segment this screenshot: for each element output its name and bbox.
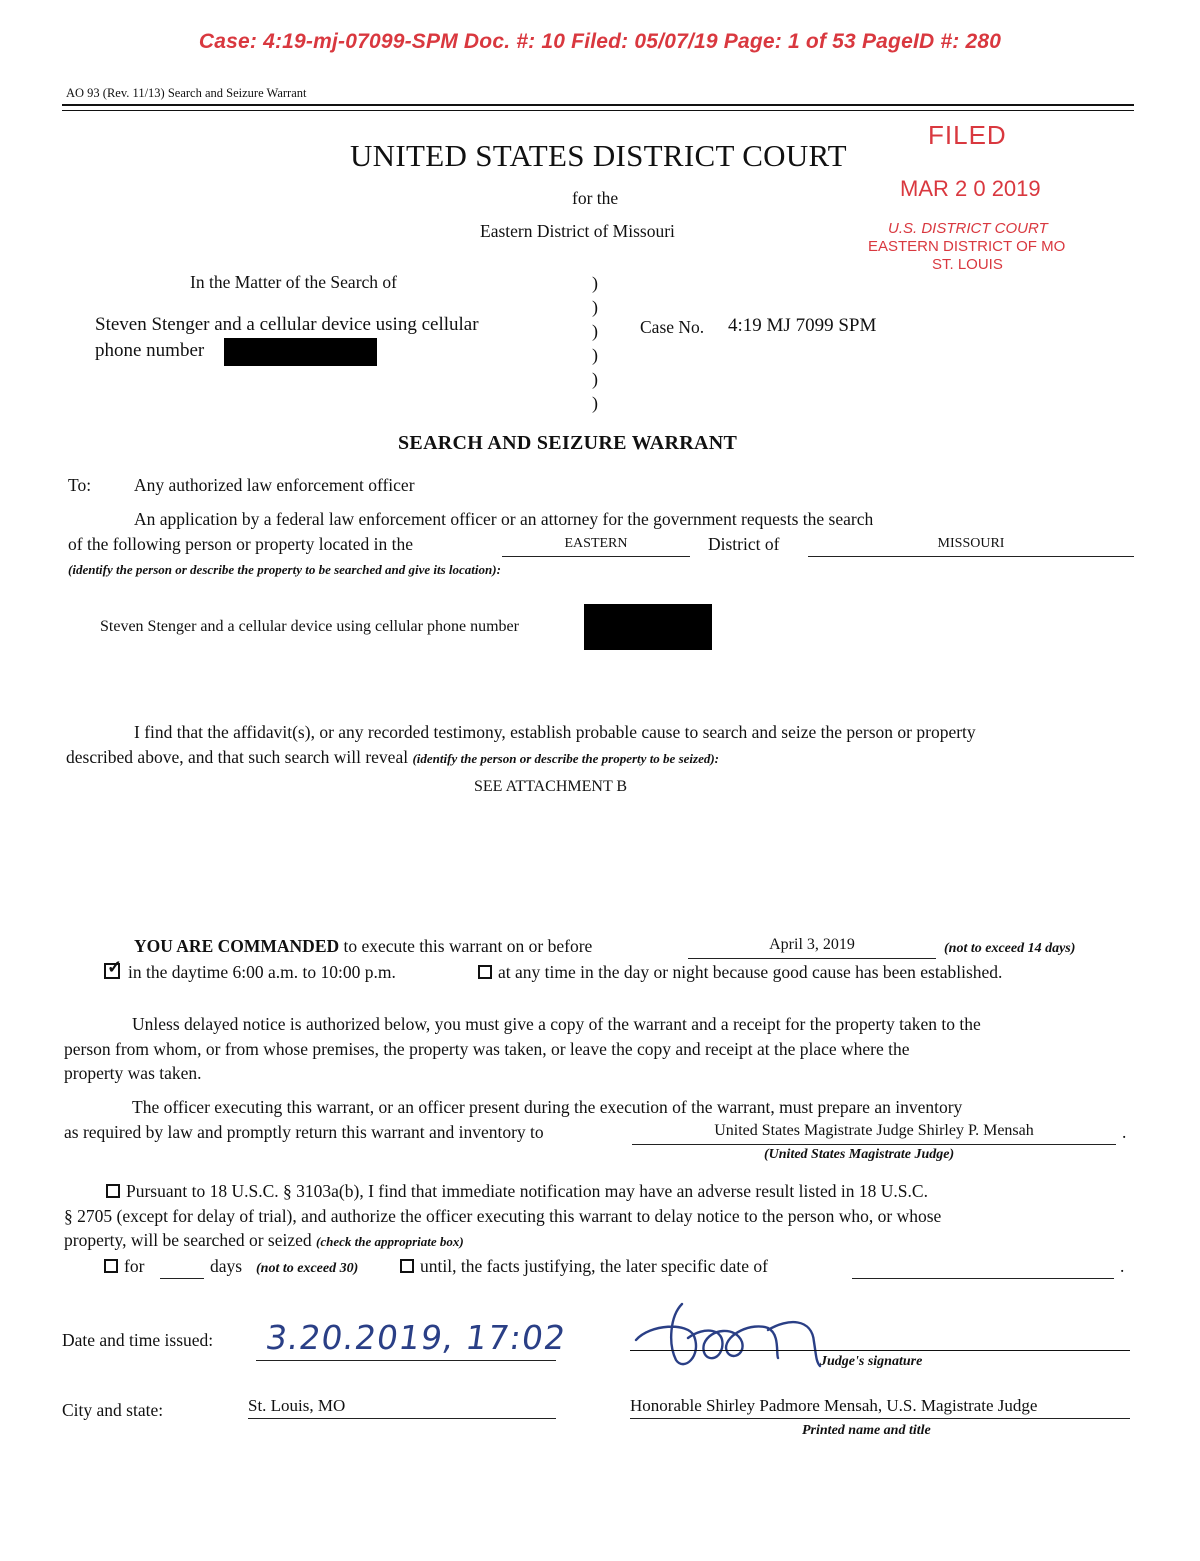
- notice-line-3: property was taken.: [64, 1063, 202, 1083]
- matter-line-2: phone number: [95, 340, 205, 361]
- matter-label: In the Matter of the Search of: [190, 272, 398, 292]
- inventory-line-1: The officer executing this warrant, or an officer present during the execution of the warrant, must prepare an inventory: [132, 1097, 963, 1117]
- issued-label: Date and time issued:: [62, 1330, 214, 1350]
- redaction-phone-1: [224, 338, 377, 366]
- command-text: to execute this warrant on or before: [343, 936, 593, 956]
- attachment-ref: SEE ATTACHMENT B: [474, 778, 628, 795]
- filed-stamp-district: EASTERN DISTRICT OF MO: [868, 238, 1066, 255]
- signature-line: [630, 1350, 1130, 1351]
- finding-line-2: [66, 747, 719, 768]
- filed-stamp-court: U.S. DISTRICT COURT: [888, 220, 1048, 237]
- top-rule-thin: [62, 110, 1134, 111]
- state-value: MISSOURI: [808, 536, 1134, 557]
- daytime-option: [104, 957, 396, 983]
- district-of-label: District of: [708, 534, 780, 554]
- pursuant-checkbox[interactable]: [106, 1184, 120, 1198]
- court-for-the: for the: [572, 188, 619, 208]
- finding-line-1: I find that the affidavit(s), or any recorded testimony, establish probable cause to search and seize the person or property: [134, 722, 976, 742]
- top-rule-thick: [62, 104, 1134, 106]
- signature-caption: Judge's signature: [820, 1354, 923, 1369]
- pursuant-line-3: [64, 1230, 464, 1251]
- matter-line-1: Steven Stenger and a cellular device using cellular: [95, 314, 479, 335]
- judge-printed-name: Honorable Shirley Padmore Mensah, U.S. Magistrate Judge: [630, 1396, 1130, 1419]
- notice-line-1: Unless delayed notice is authorized below, you must give a copy of the warrant and a receipt for the property taken to the: [132, 1014, 981, 1034]
- paren-4: ): [592, 345, 598, 365]
- days-limit: (not to exceed 30): [256, 1261, 359, 1276]
- command-date: April 3, 2019: [688, 936, 936, 959]
- for-days-checkbox[interactable]: [104, 1259, 118, 1273]
- inventory-caption: (United States Magistrate Judge): [764, 1147, 955, 1162]
- application-instruction: (identify the person or describe the property to be searched and give its location):: [68, 562, 501, 577]
- paren-2: ): [592, 297, 598, 317]
- days-blank[interactable]: [160, 1258, 204, 1279]
- inventory-judge: United States Magistrate Judge Shirley P. Mensah: [632, 1122, 1116, 1145]
- command-bold: YOU ARE COMMANDED: [134, 936, 340, 956]
- until-label: until, the facts justifying, the later specific date of: [420, 1256, 768, 1276]
- days-label: days: [210, 1256, 243, 1276]
- anytime-label: at any time in the day or night because good cause has been established.: [498, 962, 1003, 982]
- filed-stamp-date: MAR 2 0 2019: [900, 176, 1041, 201]
- paren-6: ): [592, 393, 598, 413]
- command-line: [134, 936, 592, 957]
- until-period: .: [1120, 1256, 1125, 1276]
- application-line-1: An application by a federal law enforcement officer or an attorney for the government requests the search: [134, 509, 874, 529]
- pursuant-line-1: [106, 1181, 928, 1202]
- pursuant-line-2: § 2705 (except for delay of trial), and authorize the officer executing this warrant to delay notice to the person who, or whose: [64, 1206, 942, 1226]
- notice-line-2: person from whom, or from whose premises, the property was taken, or leave the copy and receipt at the place where the: [64, 1039, 910, 1059]
- pursuant-line-3-text: property, will be searched or seized: [64, 1230, 312, 1250]
- to-label: To:: [68, 475, 92, 495]
- warrant-title: SEARCH AND SEIZURE WARRANT: [398, 432, 738, 454]
- court-name: UNITED STATES DISTRICT COURT: [350, 138, 847, 173]
- inventory-period: .: [1122, 1122, 1127, 1142]
- paren-1: ): [592, 273, 598, 293]
- ecf-header: Case: 4:19-mj-07099-SPM Doc. #: 10 Filed: 05/07/19 Page: 1 of 53 PageID #: 280: [198, 30, 1002, 53]
- for-days-option: [104, 1256, 144, 1277]
- paren-3: ): [592, 321, 598, 341]
- issued-value: 3.20.2019, 17:02: [263, 1318, 569, 1357]
- case-no-value: 4:19 MJ 7099 SPM: [728, 315, 877, 336]
- court-district: Eastern District of Missouri: [480, 221, 675, 241]
- command-limit: (not to exceed 14 days): [944, 941, 1076, 956]
- case-no-label: Case No.: [640, 317, 705, 337]
- until-date-blank[interactable]: [852, 1258, 1114, 1279]
- city-label: City and state:: [62, 1400, 164, 1420]
- daytime-label: in the daytime 6:00 a.m. to 10:00 p.m.: [128, 962, 396, 982]
- finding-line-2-text: described above, and that such search will reveal: [66, 747, 409, 767]
- district-value: EASTERN: [502, 536, 690, 557]
- property-description: Steven Stenger and a cellular device using cellular phone number: [100, 618, 519, 635]
- finding-instruction: (identify the person or describe the property to be seized):: [412, 751, 720, 766]
- filed-stamp-title: FILED: [928, 120, 1007, 150]
- pursuant-instruction: (check the appropriate box): [316, 1234, 464, 1249]
- paren-5: ): [592, 369, 598, 389]
- form-id: AO 93 (Rev. 11/13) Search and Seizure Warrant: [66, 86, 307, 100]
- until-checkbox[interactable]: [400, 1259, 414, 1273]
- redaction-phone-2: [584, 604, 712, 650]
- filed-stamp-city: ST. LOUIS: [932, 256, 1003, 273]
- for-label: for: [124, 1256, 145, 1276]
- inventory-line-2: as required by law and promptly return this warrant and inventory to: [64, 1122, 544, 1142]
- application-line-2: of the following person or property located in the: [68, 534, 414, 554]
- anytime-option: [478, 962, 1002, 983]
- pursuant-line-1-text: Pursuant to 18 U.S.C. § 3103a(b), I find that immediate notification may have an adverse result listed in 18 U.S.C.: [126, 1181, 928, 1201]
- judge-signature-image: [630, 1296, 850, 1374]
- anytime-checkbox[interactable]: [478, 965, 492, 979]
- daytime-checkbox[interactable]: ✓: [104, 963, 120, 979]
- city-value: St. Louis, MO: [248, 1396, 556, 1419]
- issued-underline: [256, 1326, 556, 1361]
- to-value: Any authorized law enforcement officer: [134, 475, 415, 495]
- printed-name-caption: Printed name and title: [802, 1423, 931, 1438]
- until-option: [400, 1256, 768, 1277]
